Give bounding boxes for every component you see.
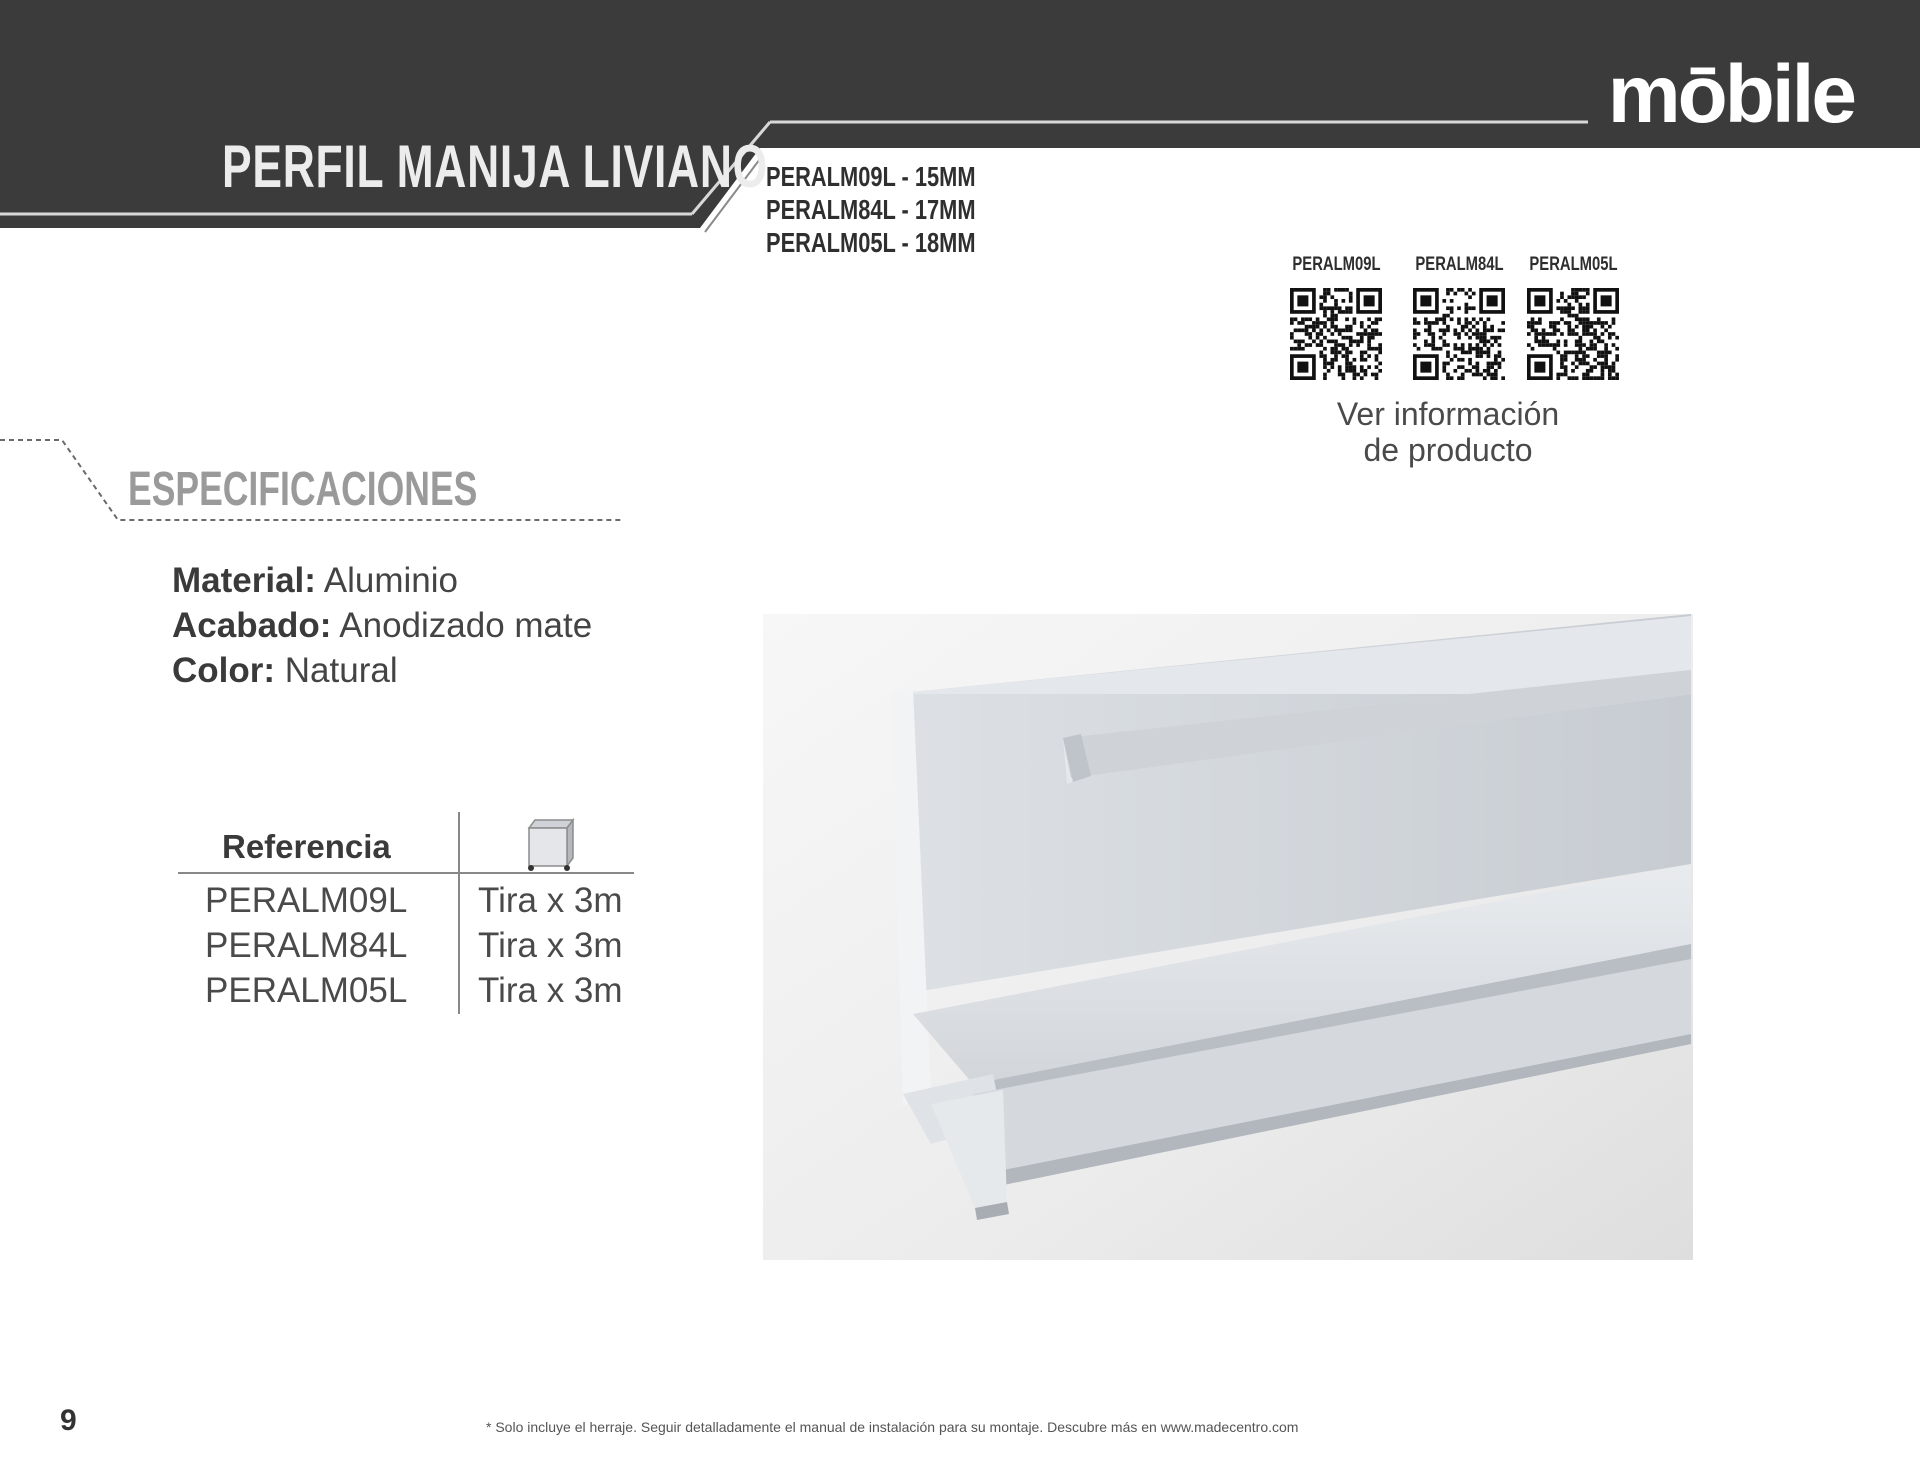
reference-codes [205,878,407,1013]
qr-code-peralm09l[interactable] [1280,254,1393,380]
table-divider [178,872,634,874]
spec-heading: ESPECIFICACIONES [128,463,478,516]
variant-item: PERALM09L - 15MM [766,161,976,192]
spec-key: Material: [172,561,316,600]
spec-value: Natural [284,651,398,690]
product-photo [763,614,1693,1260]
box-icon [521,812,581,872]
qr-label: PERALM84L [1415,254,1504,275]
spec-color [172,648,592,693]
page-title: PERFIL MANIJA LIVIANO [222,133,768,200]
qr-code-icon[interactable] [1527,288,1619,380]
table-cell: Tira x 3m [478,971,623,1010]
brand-logo: mōbile [1607,49,1854,140]
spec-value: Anodizado mate [339,606,593,645]
qr-code-icon[interactable] [1413,288,1505,380]
spec-list [172,558,592,693]
table-cell: Tira x 3m [478,881,623,920]
variant-item: PERALM84L - 17MM [766,194,976,225]
spec-material [172,558,592,603]
table-cell: PERALM09L [205,881,408,920]
qr-code-icon[interactable] [1290,288,1382,380]
reference-header: Referencia [222,828,391,865]
table-cell: PERALM05L [205,971,408,1010]
spec-value: Aluminio [323,561,458,600]
variant-list [766,160,1035,259]
table-divider [458,812,460,1014]
page-number: 9 [60,1404,77,1437]
qr-caption-line: de producto [1363,432,1533,468]
spec-key: Acabado: [172,606,332,645]
footnote: * Solo incluye el herraje. Seguir detalladamente el manual de instalación para su montaje. Descubre más en www.madecentro.com [486,1419,1299,1435]
qr-code-peralm05l[interactable] [1517,254,1630,380]
variant-item: PERALM05L - 18MM [766,227,976,258]
reference-packs [478,878,623,1013]
reference-table [178,812,634,1022]
spec-key: Color: [172,651,276,690]
table-cell: PERALM84L [205,926,408,965]
table-cell: Tira x 3m [478,926,623,965]
qr-caption-line: Ver información [1336,396,1560,432]
qr-caption [1258,396,1638,468]
qr-label: PERALM05L [1529,254,1618,275]
qr-label: PERALM09L [1292,254,1381,275]
spec-finish [172,603,592,648]
qr-code-peralm84l[interactable] [1403,254,1516,380]
